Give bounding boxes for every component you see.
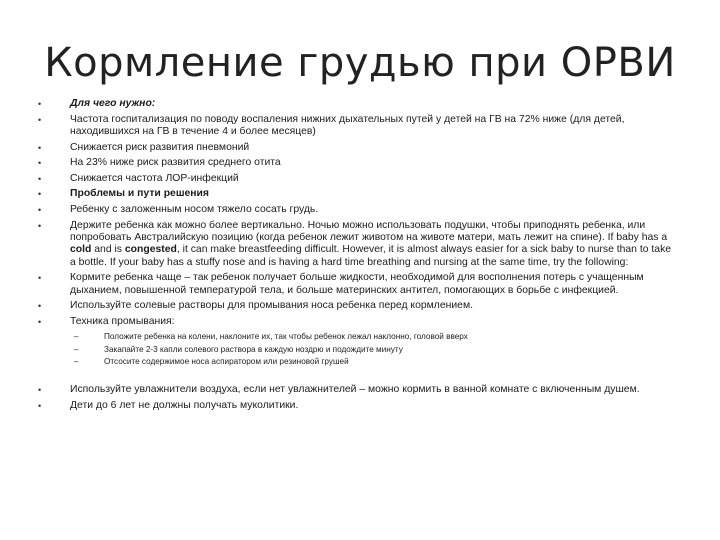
bullet-why-needed [38, 98, 678, 110]
bullet-otitis [38, 157, 678, 169]
bullet-text: Техника промывания: [70, 315, 175, 327]
bullet-text-bold-congested: congested [124, 244, 177, 256]
bullet-text-bold-cold: cold [70, 244, 92, 256]
bullet-text: Используйте увлажнители воздуха, если нет увлажнителей – можно кормить в ванной комнате с включенным душем. [70, 384, 640, 396]
bullet-text-post: , it can make breastfeeding difficult. However, it is almost always easier for a sick baby to nurse than to take a bottle. If your baby has a stuffy nose and is having a hard time breathing and nursing at the same time, try the following: [70, 244, 672, 268]
bullet-text: Проблемы и пути решения [70, 188, 209, 200]
slide-content [38, 98, 678, 416]
sub-item: – Положите ребенка на колени, наклоните их, так чтобы ребенок лежал наклонно, головой вверх [70, 332, 678, 342]
sub-item: – Отсосите содержимое носа аспиратором или резиновой грушей [70, 357, 678, 367]
bullet-text: Для чего нужно: [70, 98, 156, 109]
bullet-text-mid: and is [91, 244, 125, 256]
bullet-ent-infections [38, 173, 678, 185]
bullet-mucolytics [38, 400, 678, 412]
bullet-list [38, 98, 678, 367]
bullet-text: Дети до 6 лет не должны получать муколитики. [70, 399, 299, 411]
bullet-text: Кормите ребенка чаще – так ребенок получает больше жидкости, необходимой для восполнения потерь с учащенным дыханием, повышенной температурой тела, и больше материнских антител, помогающих в борьбе с инфекцией. [70, 272, 644, 296]
bullet-text: Снижается частота ЛОР-инфекций [70, 172, 239, 184]
sub-item: – Закапайте 2-3 капли солевого раствора в каждую ноздрю и подождите минуту [70, 345, 678, 355]
bullet-text: Снижается риск развития пневмоний [70, 141, 250, 153]
bullet-text: Используйте солевые растворы для промывания носа ребенка перед кормлением. [70, 300, 473, 312]
bullet-text-pre: Держите ребенка как можно более вертикально. Ночью можно использовать подушки, чтобы приподнять ребенка, или попробовать Австралийскую позицию (когда ребенок лежит животом на животе матери, мать лежит на спине). If baby has a [70, 219, 668, 243]
bullet-saline [38, 300, 678, 312]
slide-title: Кормление грудью при ОРВИ [44, 40, 676, 86]
bullet-pneumonia [38, 142, 678, 154]
bullet-feed-more-often [38, 272, 678, 297]
bullet-stuffy-nose [38, 204, 678, 216]
bullet-text: На 23% ниже риск развития среднего отита [70, 157, 281, 169]
bullet-hospitalization [38, 114, 678, 139]
bullet-text: Ребенку с заложенным носом тяжело сосать грудь. [70, 203, 319, 215]
bullet-text: Частота госпитализация по поводу воспаления нижних дыхательных путей у детей на ГВ на 72% ниже (для детей, находившихся на ГВ в течение 4 и более месяцев) [70, 113, 625, 137]
spacer [38, 370, 678, 384]
bullet-vertical-position [38, 220, 678, 270]
bullet-list-2 [38, 384, 678, 412]
bullet-humidifier [38, 384, 678, 396]
bullet-problems-heading [38, 188, 678, 200]
bullet-rinse-technique [38, 316, 678, 367]
sub-list [70, 332, 678, 367]
